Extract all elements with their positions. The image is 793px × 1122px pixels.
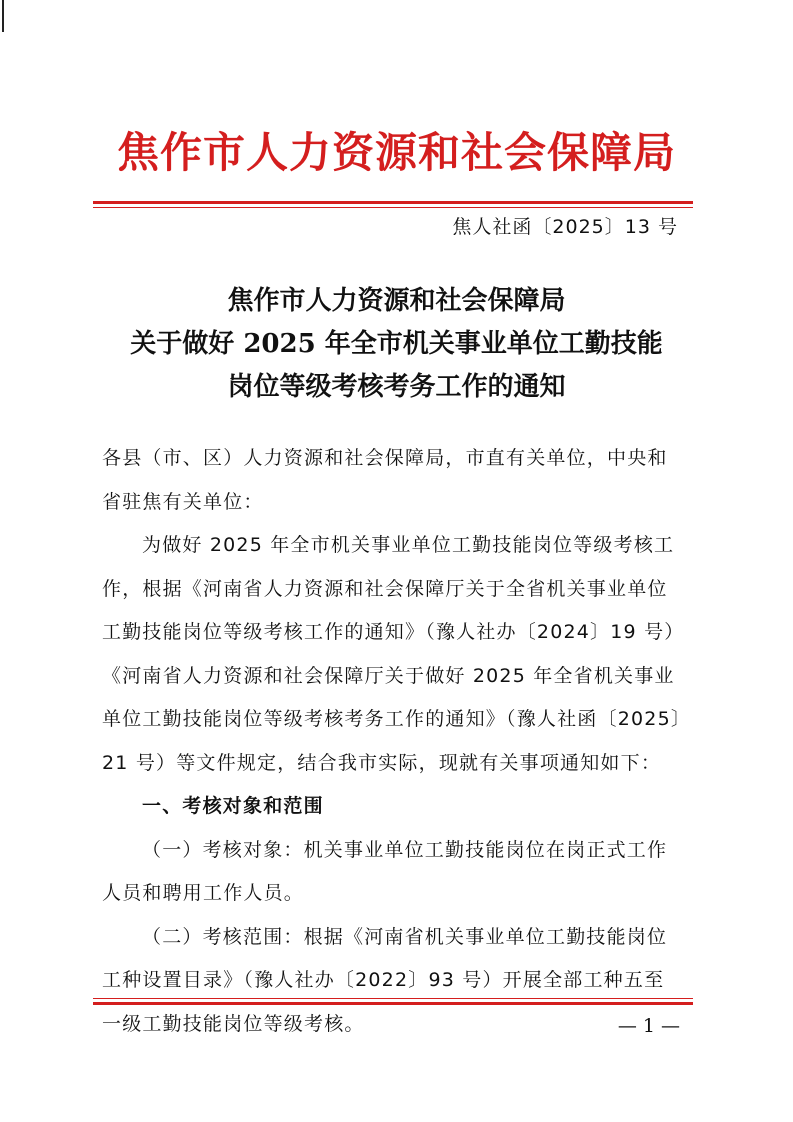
title-line-2: 关于做好 2025 年全市机关事业单位工勤技能 [130,329,663,359]
item-2-line-1 [102,916,698,960]
document-body [102,437,698,1046]
paragraph-1-line-6: 21 号）等文件规定，结合我市实际，现就有关事项通知如下： [102,751,662,774]
item-2-line-2: 工种设置目录》（豫人社办〔2022〕93 号）开展全部工种五至 [102,969,665,991]
item-1-text: 机关事业单位工勤技能岗位在岗正式工作 [303,838,668,861]
section-heading-1: 一、考核对象和范围 [142,795,324,817]
paragraph-1-line-1: 为做好 2025 年全市机关事业单位工勤技能岗位等级考核工 [142,534,675,556]
letterhead-divider-thin [93,207,693,208]
letterhead-title: 焦作市人力资源和社会保障局 [116,128,676,177]
footer-divider-thick [93,1002,693,1005]
title-line-1: 焦作市人力资源和社会保障局 [227,286,566,316]
item-1-line-1 [102,829,698,873]
page-number: — 1 — [617,1015,680,1037]
item-2-label: （二）考核范围： [142,925,304,948]
footer-divider-thin [93,998,693,999]
addressee-line-1: 各县（市、区）人力资源和社会保障局，市直有关单位，中央和 [102,447,668,469]
document-title [0,280,793,409]
item-2-line-3: 一级工勤技能岗位等级考核。 [102,1012,365,1035]
paragraph-1-line-3: 工勤技能岗位等级考核工作的通知》（豫人社办〔2024〕19 号） [102,621,685,643]
item-1-label: （一）考核对象： [142,838,304,861]
document-number: 焦人社函〔2025〕13 号 [452,216,678,238]
item-1-line-2: 人员和聘用工作人员。 [102,882,305,904]
scan-edge-mark [2,0,4,32]
paragraph-1-line-4: 《河南省人力资源和社会保障厅关于做好 2025 年全省机关事业 [102,664,675,687]
paragraph-1-line-5: 单位工勤技能岗位等级考核考务工作的通知》（豫人社函〔2025〕 [102,708,692,730]
item-2-text: 根据《河南省机关事业单位工勤技能岗位 [303,925,668,948]
addressee-line-2: 省驻焦有关单位： [102,490,264,513]
title-line-3: 岗位等级考核考务工作的通知 [227,372,566,402]
letterhead-divider-thick [93,201,693,204]
paragraph-1-line-2: 作，根据《河南省人力资源和社会保障厅关于全省机关事业单位 [102,577,668,600]
